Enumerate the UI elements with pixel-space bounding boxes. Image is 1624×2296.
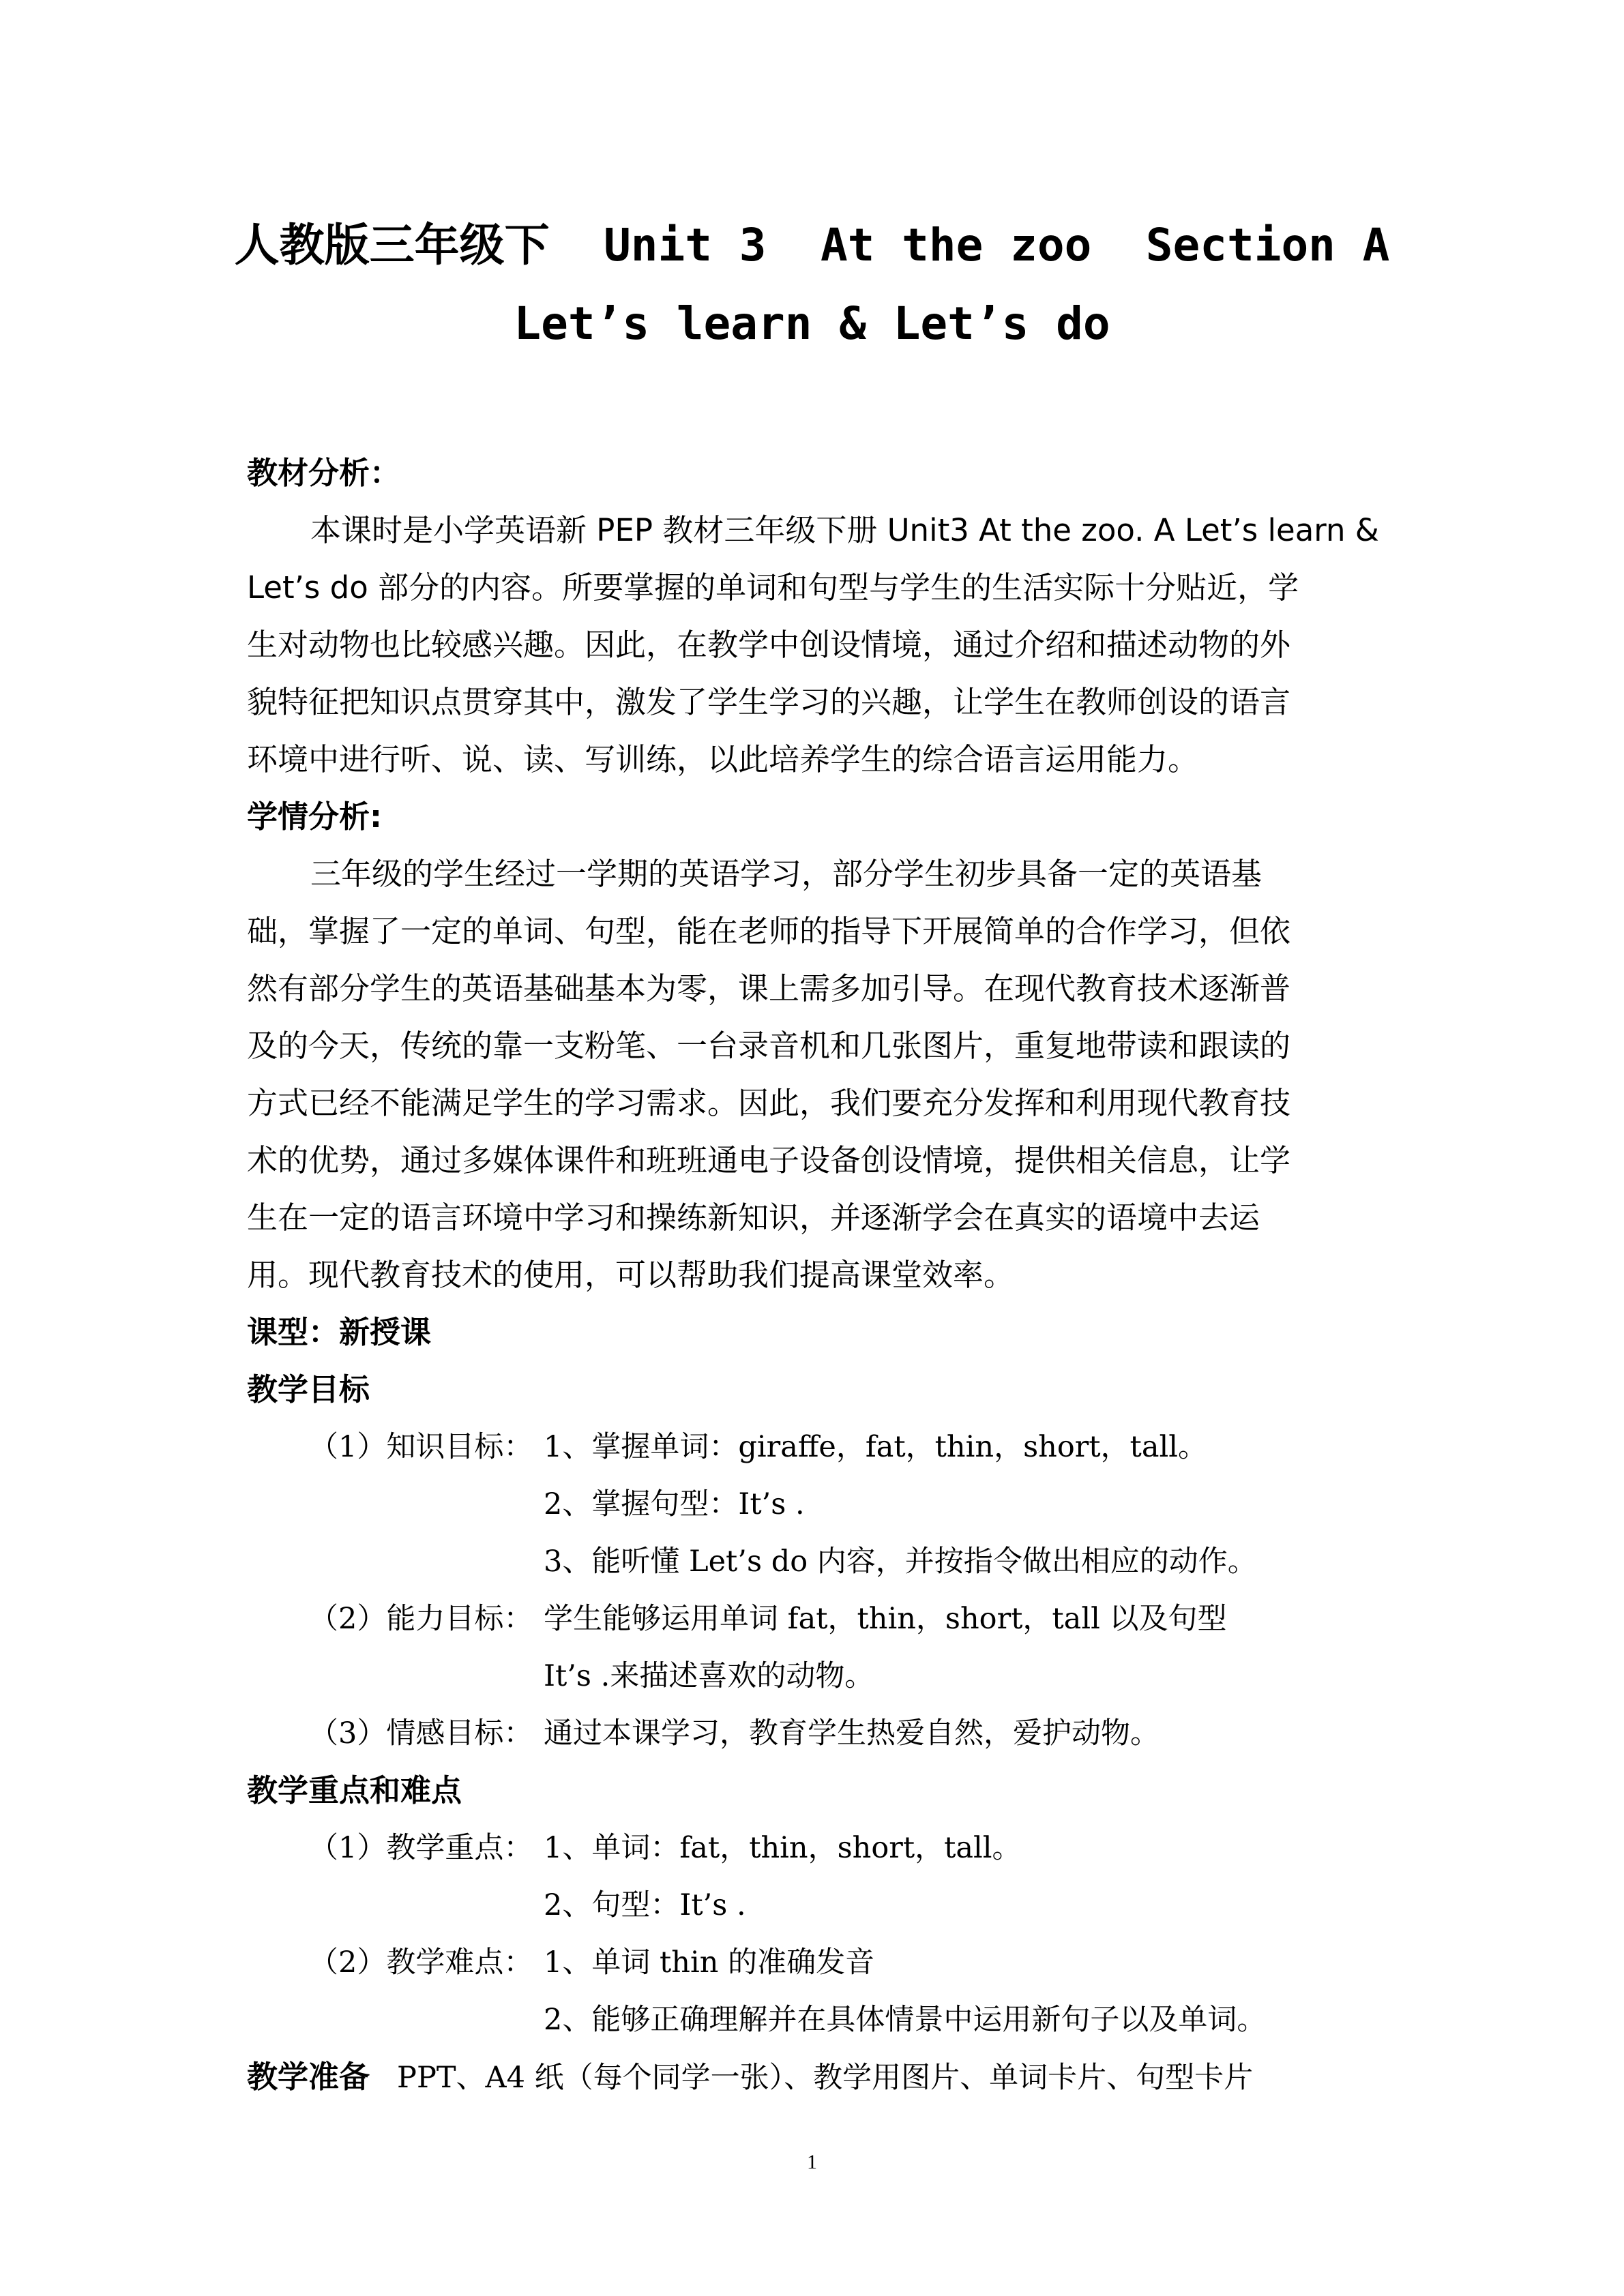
knowledge-objective-label: （1）知识目标： [309, 1430, 533, 1464]
title-line-2: Let’s learn & Let’s do [514, 297, 1110, 350]
textbook-analysis-heading: 教材分析： [247, 455, 401, 491]
student-analysis-heading: 学情分析: [247, 799, 382, 835]
teaching-difficulty-item: 1、单词 thin 的准确发音 [544, 1945, 875, 1980]
teaching-focus-item: 1、单词：fat，thin，short，tall。 [544, 1831, 1022, 1865]
objectives-heading: 教学目标 [247, 1371, 370, 1407]
emotion-objective-label: （3）情感目标： [309, 1716, 533, 1750]
title-line-1: 人教版三年级下 Unit 3 At the zoo Section A [234, 219, 1390, 271]
knowledge-objective-item: 3、能听懂 Let’s do 内容，并按指令做出相应的动作。 [544, 1545, 1257, 1579]
paragraph-line: 貌特征把知识点贯穿其中，激发了学生学习的兴趣，让学生在教师创设的语言 [247, 684, 1291, 720]
paragraph-line: Let’s do 部分的内容。所要掌握的单词和句型与学生的生活实际十分贴近，学 [247, 569, 1299, 606]
emotion-objective-item: 通过本课学习，教育学生热爱自然，爱护动物。 [544, 1716, 1160, 1750]
teaching-focus-item: 2、句型：It’s . [544, 1888, 746, 1922]
teaching-difficulty-item: 2、能够正确理解并在具体情景中运用新句子以及单词。 [544, 2003, 1267, 2037]
key-points-heading: 教学重点和难点 [247, 1772, 462, 1808]
knowledge-objective-item: 1、掌握单词：giraffe，fat，thin，short，tall。 [544, 1430, 1207, 1464]
lesson-type: 课型：新授课 [247, 1314, 432, 1350]
paragraph-line: 三年级的学生经过一学期的英语学习，部分学生初步具备一定的英语基 [310, 856, 1263, 892]
paragraph-line: 然有部分学生的英语基础基本为零，课上需多加引导。在现代教育技术逐渐普 [247, 970, 1291, 1007]
paragraph-line: 用。现代教育技术的使用，可以帮助我们提高课堂效率。 [247, 1257, 1015, 1293]
teaching-focus-label: （1）教学重点： [309, 1831, 533, 1865]
ability-objective-item: It’s .来描述喜欢的动物。 [544, 1659, 874, 1693]
paragraph-line: 环境中进行听、说、读、写训练，以此培养学生的综合语言运用能力。 [247, 741, 1199, 777]
paragraph-line: 方式已经不能满足学生的学习需求。因此，我们要充分发挥和利用现代教育技 [247, 1085, 1291, 1121]
preparation-text: PPT、A4 纸（每个同学一张）、教学用图片、单词卡片、句型卡片 [397, 2061, 1254, 2095]
teaching-difficulty-label: （2）教学难点： [309, 1945, 533, 1980]
ability-objective-label: （2）能力目标： [309, 1602, 533, 1636]
paragraph-line: 生在一定的语言环境中学习和操练新知识，并逐渐学会在真实的语境中去运 [247, 1199, 1260, 1236]
paragraph-line: 础，掌握了一定的单词、句型，能在老师的指导下开展简单的合作学习，但依 [247, 913, 1291, 949]
paragraph-line: 术的优势，通过多媒体课件和班班通电子设备创设情境，提供相关信息，让学 [247, 1142, 1291, 1178]
paragraph-line: 本课时是小学英语新 PEP 教材三年级下册 Unit3 At the zoo. A Let’s learn & [310, 512, 1379, 548]
preparation-line [247, 2048, 1379, 2106]
paragraph-line: 生对动物也比较感兴趣。因此，在教学中创设情境，通过介绍和描述动物的外 [247, 627, 1291, 663]
knowledge-objective-item: 2、掌握句型：It’s . [544, 1487, 805, 1521]
ability-objective-item: 学生能够运用单词 fat，thin，short，tall 以及句型 [544, 1602, 1227, 1636]
page-number: 1 [807, 2151, 817, 2173]
paragraph-line: 及的今天，传统的靠一支粉笔、一台录音机和几张图片，重复地带读和跟读的 [247, 1028, 1291, 1064]
preparation-label: 教学准备 [247, 2059, 370, 2095]
